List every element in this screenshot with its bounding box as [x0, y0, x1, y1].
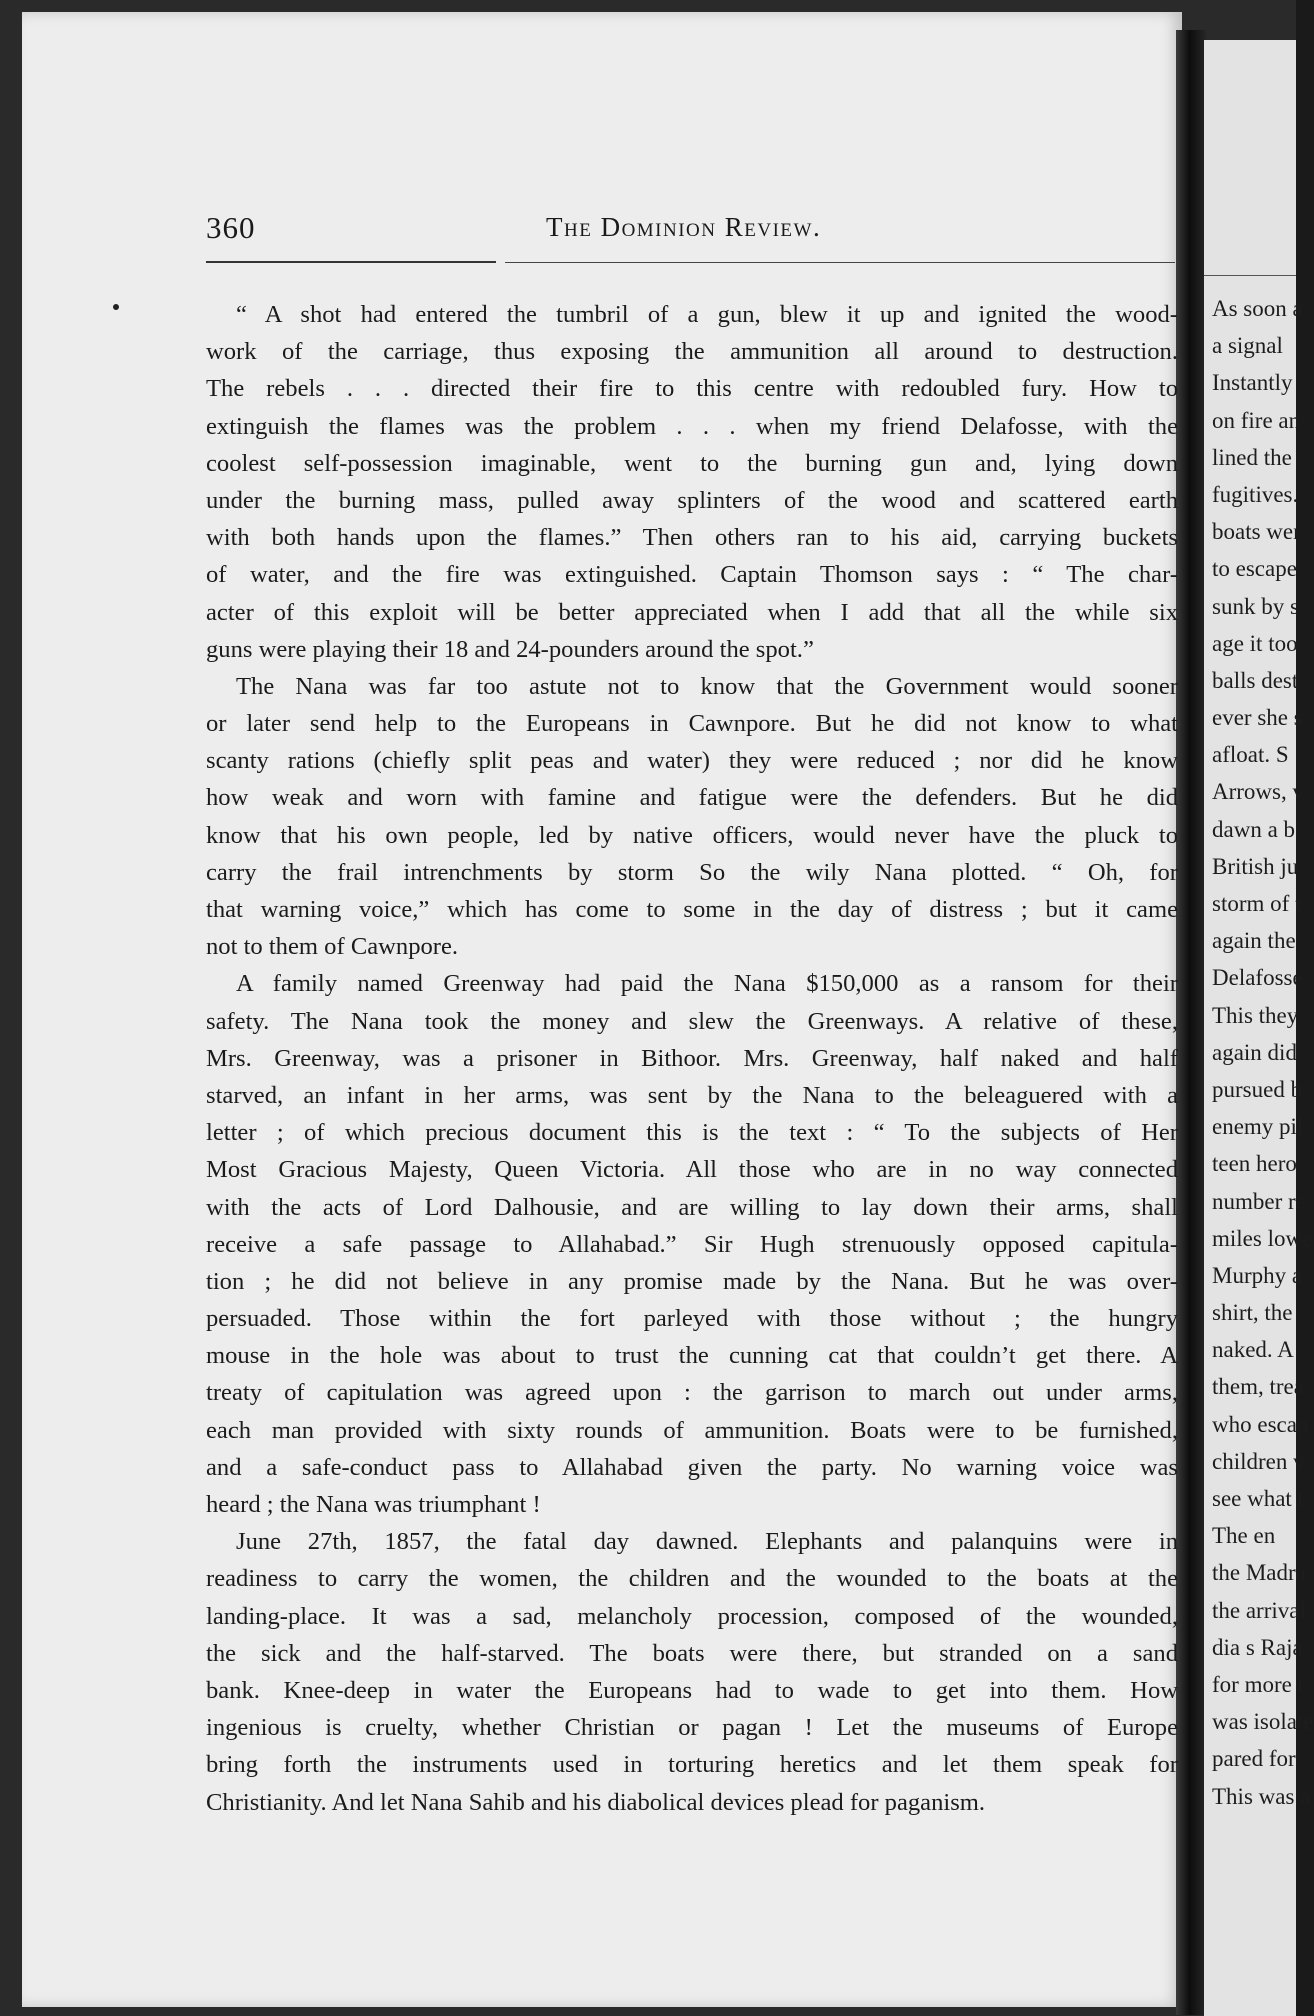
right-page-line: boats wer: [1212, 519, 1301, 545]
right-page-line: was isolate: [1212, 1709, 1314, 1735]
text-line: persuaded. Those within the fort parleyed with those without ; the hungry: [206, 1305, 1178, 1333]
right-page-line: This was a: [1212, 1783, 1311, 1809]
text-line: extinguish the flames was the problem . . . when my friend Delafosse, with the: [206, 412, 1178, 440]
text-line: with both hands upon the flames.” Then others ran to his aid, carrying buckets: [206, 524, 1178, 552]
text-line: mouse in the hole was about to trust the cunning cat that couldn’t get there. A: [206, 1342, 1178, 1370]
text-line: Most Gracious Majesty, Queen Victoria. All those who are in no way connected: [206, 1156, 1178, 1184]
right-page-line: them, trea: [1212, 1374, 1304, 1400]
text-line: readiness to carry the women, the children and the wounded to the boats at the: [206, 1565, 1178, 1593]
text-line: letter ; of which precious document this is the text : “ To the subjects of Her: [206, 1119, 1178, 1147]
text-line: under the burning mass, pulled away splinters of the wood and scattered earth: [206, 486, 1178, 514]
right-page-line: dawn a b: [1212, 816, 1296, 842]
text-line: each man provided with sixty rounds of ammunition. Boats were to be furnished,: [206, 1416, 1178, 1444]
right-page-line: number re: [1212, 1188, 1306, 1214]
text-line: and a safe-conduct pass to Allahabad given the party. No warning voice was: [206, 1453, 1178, 1481]
text-line: The rebels . . . directed their fire to this centre with redoubled fury. How to: [206, 375, 1178, 403]
running-head: The Dominion Review.: [546, 212, 822, 242]
text-line: the sick and the half-starved. The boats were there, but stranded on a sand: [206, 1639, 1178, 1667]
right-page-line: pared for: [1212, 1746, 1296, 1772]
right-page-line: shirt, the: [1212, 1300, 1293, 1326]
right-page-line: Instantly: [1212, 370, 1293, 396]
text-line: how weak and worn with famine and fatigue were the defenders. But he did: [206, 784, 1178, 812]
text-line: of water, and the fire was extinguished. Captain Thomson says : “ The char-: [206, 561, 1178, 589]
text-line: June 27th, 1857, the fatal day dawned. Elephants and palanquins were in: [236, 1528, 1178, 1556]
text-line: bring forth the instruments used in torturing heretics and let them speak for: [206, 1751, 1178, 1779]
right-page-line: miles lowe: [1212, 1225, 1313, 1251]
right-page-line: Delafosse: [1212, 965, 1303, 991]
book-gutter: [1176, 30, 1206, 2015]
text-line: receive a safe passage to Allahabad.” Sir Hugh strenuously opposed capitula-: [206, 1230, 1178, 1258]
right-page-line: The en: [1212, 1523, 1276, 1549]
right-page-line: age it too: [1212, 630, 1298, 656]
right-page-line: teen hero: [1212, 1151, 1297, 1177]
text-line: treaty of capitulation was agreed upon : the garrison to march out under arms,: [206, 1379, 1178, 1407]
text-line: or later send help to the Europeans in Cawnpore. But he did not know to what: [206, 710, 1178, 738]
page-number: 360: [206, 210, 256, 245]
text-line: scanty rations (chiefly split peas and water) they were reduced ; nor did he know: [206, 747, 1178, 775]
text-line: Christianity. And let Nana Sahib and his diabolical devices plead for paganism.: [206, 1788, 986, 1816]
text-line: “ A shot had entered the tumbril of a gun, blew it up and ignited the wood-: [236, 301, 1178, 328]
right-page-line: storm of t: [1212, 891, 1302, 916]
right-page-line: British ju: [1212, 853, 1299, 879]
margin-mark: [113, 304, 119, 310]
right-page-line: As soon a: [1212, 296, 1303, 321]
right-page-line: balls dest: [1212, 667, 1299, 693]
text-line: that warning voice,” which has come to some in the day of distress ; but it came: [206, 896, 1178, 923]
right-page-line: Murphy a: [1212, 1262, 1303, 1288]
right-page-line: Arrows, v: [1212, 779, 1304, 805]
right-page-line: who escap: [1212, 1411, 1309, 1437]
right-page-line: the arrival: [1212, 1597, 1306, 1623]
text-line: coolest self-possession imaginable, went to the burning gun and, lying down: [206, 449, 1178, 477]
right-page-line: lined the: [1212, 444, 1292, 470]
text-line: landing-place. It was a sad, melancholy procession, composed of the wounded,: [206, 1602, 1178, 1630]
text-line: heard ; the Nana was triumphant !: [206, 1491, 541, 1518]
text-line: tion ; he did not believe in any promise made by the Nana. But he was over-: [206, 1267, 1178, 1295]
right-page-line: afloat. S: [1212, 742, 1289, 768]
right-page-line: the Madra: [1212, 1560, 1306, 1586]
text-line: carry the frail intrenchments by storm So the wily Nana plotted. “ Oh, for: [206, 858, 1178, 886]
text-line: starved, an infant in her arms, was sent by the Nana to the beleaguered with a: [206, 1081, 1178, 1109]
right-page-line: a signal: [1212, 333, 1283, 359]
right-page-line: on fire an: [1212, 407, 1301, 433]
right-page-line: fugitives.: [1212, 481, 1299, 507]
right-page-line: naked. A: [1212, 1337, 1294, 1363]
right-page-line: for more t: [1212, 1671, 1304, 1697]
body-text: [206, 296, 1178, 1821]
right-page-line: children v: [1212, 1448, 1305, 1474]
text-line: Mrs. Greenway, was a prisoner in Bithoor. Mrs. Greenway, half naked and half: [206, 1044, 1178, 1072]
text-line: bank. Knee-deep in water the Europeans had to wade to get into them. How: [206, 1676, 1178, 1704]
right-page-line: dia s Raja: [1212, 1634, 1303, 1660]
right-page-line: pursued b: [1212, 1076, 1303, 1102]
right-page-line: sunk by s: [1212, 593, 1299, 619]
text-line: guns were playing their 18 and 24-pounders around the spot.”: [206, 635, 814, 663]
right-page-rule: [1204, 275, 1296, 276]
right-page-line: again the: [1212, 928, 1296, 954]
text-line: safety. The Nana took the money and slew the Greenways. A relative of these,: [206, 1007, 1178, 1035]
text-line: know that his own people, led by native officers, would never have the pluck to: [206, 821, 1178, 849]
header-rule-left: [206, 261, 496, 263]
right-page-line: again did: [1212, 1039, 1297, 1065]
right-page-text: [1212, 290, 1314, 1815]
right-page-line: see what t: [1212, 1486, 1304, 1511]
text-line: not to them of Cawnpore.: [206, 933, 459, 961]
text-line: work of the carriage, thus exposing the ammunition all around to destruction.: [206, 338, 1178, 366]
text-line: The Nana was far too astute not to know that the Government would sooner: [236, 672, 1178, 700]
right-page-line: ever she s: [1212, 705, 1303, 731]
text-line: with the acts of Lord Dalhousie, and are willing to lay down their arms, shall: [206, 1193, 1178, 1221]
right-page-line: This they: [1212, 1002, 1299, 1028]
text-line: ingenious is cruelty, whether Christian or pagan ! Let the museums of Europe: [206, 1714, 1178, 1742]
page-header: [206, 210, 1176, 250]
right-page-line: enemy pil: [1212, 1114, 1304, 1140]
right-page-line: to escape: [1212, 556, 1297, 582]
header-rule-right: [505, 262, 1175, 263]
right-page-fragment: [1204, 40, 1314, 2016]
text-line: acter of this exploit will be better appreciated when I add that all the while six: [206, 598, 1178, 626]
text-line: A family named Greenway had paid the Nana $150,000 as a ransom for their: [236, 970, 1178, 998]
